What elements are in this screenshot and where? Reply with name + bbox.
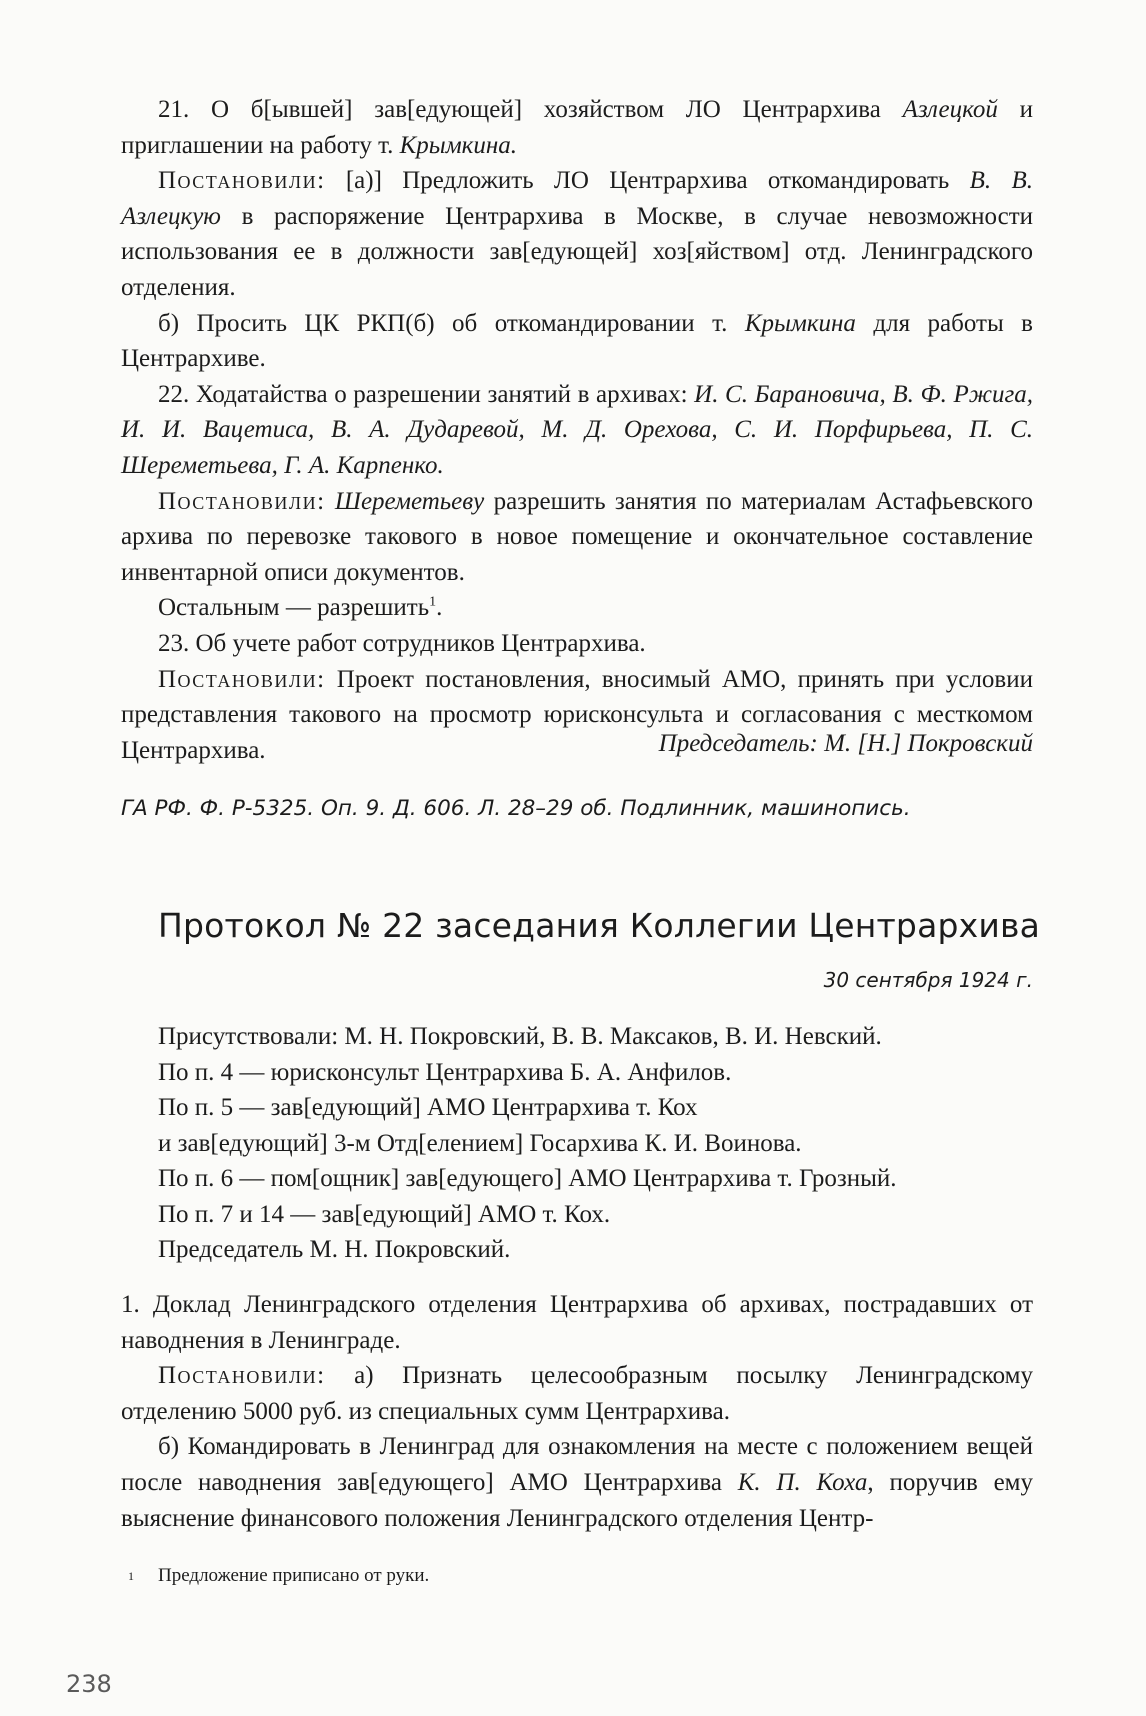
attendance-list [158, 1019, 897, 1268]
person-name: В. В. Азлецкую [121, 167, 1033, 230]
footnote-text: Предложение приписано от руки. [158, 1565, 430, 1586]
attendance-line: и зав[едующий] 3-м Отд[елением] Госархива К. И. Воинова. [158, 1129, 802, 1157]
resolution-label: Постановили: [158, 487, 326, 515]
text-run: Остальным — разрешить [158, 594, 430, 622]
footnote-mark: 1 [128, 1569, 134, 1583]
attendance-line: По п. 7 и 14 — зав[едующий] АМО т. Кох. [158, 1200, 611, 1228]
attendance-line: По п. 6 — пом[ощник] зав[едующего] АМО Центрархива т. Грозный. [158, 1165, 897, 1192]
item-21-title [121, 92, 1033, 163]
resolution-label: Постановили: [158, 665, 326, 693]
protocol-heading: Протокол № 22 заседания Коллегии Центрархива [158, 906, 1041, 945]
page-number: 238 [66, 1670, 112, 1698]
attendance-line: По п. 5 — зав[едующий] АМО Центрархива т. Кох [158, 1094, 698, 1121]
chairman-signature: Председатель: М. [Н.] Покровский [658, 730, 1033, 757]
person-names: И. С. Барановича, В. Ф. Ржига, И. И. Вацетиса, В. А. Дударевой, М. Д. Орехова, С. И. Порфирьева, П. С. Шереметьева, Г. А. Карпенко. [121, 380, 1034, 479]
item-1-resolution-b [121, 1429, 1033, 1536]
person-name: Шереметьеву [334, 487, 485, 515]
text-run: 23. Об учете работ сотрудников Центрархива. [158, 629, 646, 657]
person-name: Крымкина. [399, 131, 517, 159]
text-run: 22. Ходатайства о разрешении занятий в архивах: [158, 380, 695, 408]
resolution-block-1 [121, 92, 1033, 768]
text-run: б) Командировать в Ленинград для ознакомления на месте с положением вещей после наводнения зав[едующего] АМО Центрархива [121, 1433, 1033, 1496]
person-name: К. П. Коха [737, 1468, 868, 1496]
resolution-label: Постановили: [158, 1362, 326, 1390]
item-22-title [121, 377, 1033, 484]
item-22-resolution [121, 484, 1033, 591]
footnote [128, 1565, 430, 1593]
attendance-line: По п. 4 — юрисконсульт Центрархива Б. А. Анфилов. [158, 1058, 732, 1086]
text-run: [а)] Предложить ЛО Центрархива откомандировать [325, 167, 970, 195]
resolution-block-2 [121, 1287, 1033, 1536]
text-run: . [436, 594, 443, 622]
text-run: а) Признать целесообразным посылку Ленинградскому отделению 5000 руб. из специальных сумм Центрархива. [121, 1362, 1033, 1425]
item-21-resolution-b [121, 306, 1033, 377]
person-name: Крымкина [744, 309, 856, 337]
resolution-label: Постановили: [158, 167, 326, 195]
protocol-date: 30 сентября 1924 г. [823, 968, 1033, 992]
text-run: и приглашении на работу т. [121, 96, 1033, 159]
item-21-resolution-a [121, 163, 1033, 305]
text-run: б) Просить ЦК РКП(б) об откомандировании т. [158, 309, 745, 337]
text-run: 21. О б[ывшей] зав[едующей] хозяйством ЛО Центрархива [158, 96, 903, 123]
attendance-line: Присутствовали: М. Н. Покровский, В. В. Максаков, В. И. Невский. [158, 1023, 882, 1050]
person-name: Азлецкой [902, 96, 998, 123]
attendance-line: Председатель М. Н. Покровский. [158, 1236, 511, 1263]
text-run: 1. Доклад Ленинградского отделения Центрархива об архивах, пострадавших от наводнения в Ленинграде. [121, 1291, 1033, 1354]
footnote-reference[interactable]: 1 [429, 594, 437, 610]
item-1-resolution-a [121, 1358, 1033, 1429]
item-23-title [121, 626, 1033, 662]
text-run: для работы в Центрархиве. [121, 309, 1033, 373]
text-run: Проект постановления, вносимый АМО, принять при условии представления такового на просмотр юрисконсульта и согласования с месткомом Центрархива. [121, 665, 1033, 764]
archive-reference: ГА РФ. Ф. Р-5325. Оп. 9. Д. 606. Л. 28–29 об. Подлинник, машинопись. [121, 796, 911, 821]
text-run: , поручив ему выяснение финансового положения Ленинградского отделения Центр- [121, 1468, 1033, 1532]
item-22-others [121, 590, 1033, 626]
item-1-title [121, 1287, 1033, 1358]
text-run: в распоряжение Центрархива в Москве, в случае невозможности использования ее в должности зав[едующей] хоз[яйством] отд. Ленинградского отделения. [121, 202, 1033, 301]
text-run: разрешить занятия по материалам Астафьевского архива по перевозке такового в новое помещение и окончательное составление инвентарной описи документов. [121, 487, 1034, 586]
